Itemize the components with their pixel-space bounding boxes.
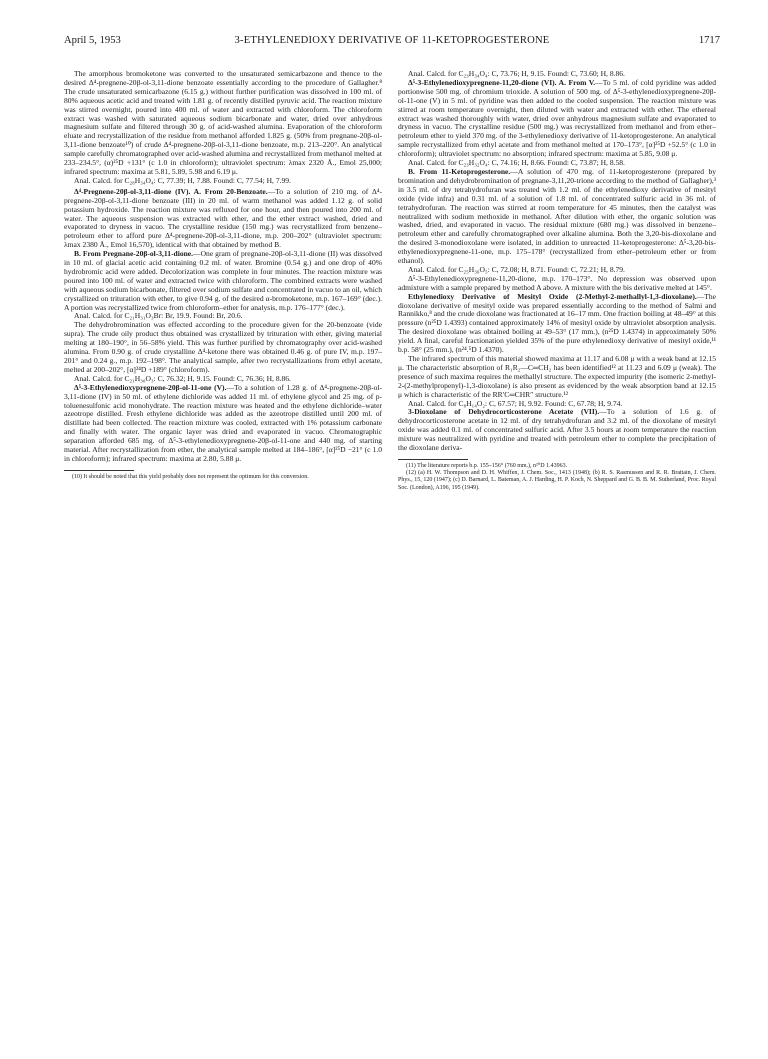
paragraph: The infrared spectrum of this material showed maxima at 11.17 and 6.08 μ with a weak band at 12.15 μ. The characteristic absorption of R₁R₂—C═CH₂ has been identified¹² at 11.23 and 6.09 μ (weak). The presence of such maxima requires the methallyl structure. The expected impurity (the isomeric 2-methyl-2-(2-methylpropenyl)-1,3-dioxolane) is also present as evidenced by the weak absorption band at 12.15 μ which is characteristic of the RR′C═CHR″ structure.¹² [398, 354, 716, 399]
paragraph: The dehydrobromination was effected according to the procedure given for the 20-benzoate (vide supra). The crude oily product thus obtained was crystallized by trituration with ether, giving material melting at 180–190°, in 56–58% yield. This was further purified by chromatography over acid-washed alumina. From 0.90 g. of crude crystalline Δ⁴-ketone there was obtained 0.46 g. of pure IV, m.p. 197–201° and 0.24 g., m.p. 192–198°. The analytical sample, after two recrystallizations from ethyl acetate, melted at 200–202°, [α]²⁴D +189° (chloroform). [64, 320, 382, 374]
section-paragraph [64, 384, 382, 464]
section-heading: 3-Dioxolane of Dehydrocorticosterone Acetate (VII). [408, 407, 600, 417]
header-title: 3-ETHYLENEDIOXY DERIVATIVE OF 11-KETOPROGESTERONE [234, 35, 550, 46]
section-text: —To a solution of 1.6 g. of dehydrocorticosterone acetate in 12 ml. of dry tetrahydrofuran and 3.2 ml. of the dioxolane of mesityl oxide was added 0.1 ml. of concentrated sulfuric acid. After 3.5 hours at room temperature the reaction mixture was neutralized with pyridine and treated with petroleum ether to complete the precipitation of the dioxolane deriva- [398, 407, 716, 453]
analysis-line: Anal. Calcd. for C₈H₁₄O₂: C, 67.57; H, 9.92. Found: C, 67.78; H, 9.74. [408, 398, 623, 408]
section-heading: B. From 11-Ketoprogesterone. [408, 166, 511, 176]
section-text: —One gram of pregnane-20β-ol-3,11-dione (II) was dissolved in 10 ml. of glacial acetic acid containing 0.2 ml. of water. Bromine (0.54 g.) and one drop of 40% hydrobromic acid were added. Decolorization was complete in four minutes. The reaction mixture was poured into 100 ml. of water and extracted twice with chloroform. The combined extracts were washed with aqueous sodium bicarbonate, filtered over sodium sulfate and concentrated in vacuo to an oil, which crystallized on trituration with ether, to give 0.94 g. of the desired α-bromoketone, m.p. 167–169° (dec.). A portion was recrystallized twice from chloroform–ether for analysis, m.p. 176–177° (dec.). [64, 249, 383, 312]
analysis-line: Anal. Calcd. for C₂₃H₃₄O₄: C, 73.76; H, 9.15. Found: C, 73.60; H, 8.86. [408, 69, 625, 78]
section-paragraph [398, 408, 716, 453]
section-paragraph [398, 293, 716, 355]
footnote-divider [64, 470, 134, 471]
analysis-line: Anal. Calcd. for C₂₅H₃₆O₅: C, 72.08; H, 8.71. Found: C, 72.21; H, 8.79. [408, 264, 625, 274]
section-heading: Δ⁵-3-Ethylenedioxypregnene-11,20-dione (VI). A. From V. [408, 77, 596, 87]
paragraph: The amorphous bromoketone was converted to the unsaturated semicarbazone and thence to the desired Δ⁴-pregnene-20β-ol-3,11-dione benzoate essentially according to the procedure of Gallagher.⁸ The crude unsaturated semicarbazone (6.15 g.) without further purification was dissolved in 100 ml. of 80% aqueous acetic acid and treated with 1.81 g. of recently distilled pyruvic acid. The reaction mixture was stirred overnight, poured into 400 ml. of water and extracted with chloroform. The chloroform extract was washed with saturated aqueous sodium bicarbonate and water, dried over anhydrous magnesium sulfate and filtered through 30 g. of acid-washed alumina. Evaporation of the chloroform eluate and recrystallization of the residue from methanol afforded 1.825 g. (50% from pregnane-20β-ol-3,11-dione benzoate¹⁰) of crude Δ⁴-pregnene-20β-ol-3,11-dione benzoate, m.p. 213–220°. An analytical sample carefully chromatographed over acid-washed alumina and recrystallized from methanol melted at 233–234.5°, (α)²⁵D +131° (c 1.0 in chloroform); ultraviolet spectrum: λmax 2320 Å., Emol 25,000; infrared spectrum: maxima at 5.81, 5.89, 5.98 and 6.19 μ. [64, 69, 382, 176]
section-heading: Δ⁵-3-Ethylenedioxypregnene-20β-ol-11-one (V). [74, 382, 227, 392]
section-text: —To 5 ml. of cold pyridine was added portionwise 500 mg. of chromium trioxide. A solution of 500 mg. of Δ⁵-3-ethylenedioxypregnene-20β-ol-11-one (V) in 5 ml. of pyridine was then added to the cooled suspension. The reaction mixture was stirred at room temperature overnight, then diluted with water and extracted with ether. The ethereal extract was washed thoroughly with water, dried over anhydrous magnesium sulfate and evaporated to dryness in vacuo. The crystalline residue (500 mg.) was recrystallized from methanol and from ether–petroleum ether to yield 370 mg. of the 3-ethylenedioxy derivative of 11-ketoprogesterone. An analytical sample recrystallized from ethyl acetate and from methanol melted at 170–173°, [α]²⁵D +52.5° (c 1.0 in chloroform); ultraviolet spectrum: no absorption; infrared spectrum: maxima at 5.85, 9.08 μ. [398, 77, 716, 159]
section-paragraph [398, 168, 716, 266]
analysis-line: Anal. Calcd. for C₂₁H₃₁O₃Br: Br, 19.9. Found: Br, 20.6. [74, 311, 243, 321]
footnote: (11) The literature reports b.p. 155–156° (760 mm.), n²⁰D 1.43963. [406, 462, 568, 469]
analysis-line: Anal. Calcd. for C₂₃H₃₂O₄: C, 74.16; H, 8.66. Found: C, 73.87; H, 8.58. [408, 158, 625, 168]
right-column [398, 70, 716, 492]
section-text: —To a solution of 210 mg. of Δ⁴-pregnene-20β-ol-3,11-dione benzoate (III) in 20 ml. of warm methanol was added 1.12 g. of solid potassium hydroxide. The reaction mixture was refluxed for one hour, and then poured into 200 ml. of water. The aqueous suspension was extracted with ether, and the ether extract washed, dried and evaporated to dryness in vacuo. The crystalline residue (150 mg.) was recrystallized from benzene–petroleum ether to afford pure Δ⁴-pregnene-20β-ol-3,11-dione, m.p. 200–202° (ultraviolet spectrum: λmax 2380 Å., Emol 16,570), identical with that obtained by method B. [64, 186, 382, 250]
section-heading: Δ⁴-Pregnene-20β-ol-3,11-dione (IV). A. From 20-Benzoate. [74, 186, 268, 196]
analysis-line: Anal. Calcd. for C₂₈H₃₄O₄: C, 77.39; H, 7.88. Found: C, 77.54; H, 7.99. [74, 175, 291, 185]
section-paragraph [64, 250, 382, 312]
section-text: —To a solution of 1.28 g. of Δ⁴-pregnene-20β-ol-3,11-dione (IV) in 50 ml. of ethylene dichloride was added 11 ml. of ethylene glycol and 25 mg. of p-toluenesulfonic acid monohydrate. The reaction mixture was heated and the ethylene dichloride–water azeotrope distilled. Fresh ethylene dichloride was added as the azeotrope distilled until 200 ml. of distillate had been collected. The reaction mixture was cooled, extracted with 1% potassium carbonate and finally with water. The organic layer was dried and evaporated in vacuo. Chromatographic separation afforded 685 mg. of Δ⁵-3-ethylenedioxypregnene-20β-ol-11-one and 440 mg. of starting material. After recrystallization from ether, the analytical sample melted at 184–186°, [α]²⁵D −21° (c 1.0 in chloroform); infrared spectrum: maxima at 2.80, 5.88 μ. [64, 382, 382, 463]
header-page-number: 1717 [698, 35, 720, 46]
section-paragraph [64, 188, 382, 250]
section-text: —The dioxolane derivative of mesityl oxide was prepared essentially according to the method of Salmi and Rannikko,⁸ and the crude dioxolane was fractionated at 16–17 mm. One fraction boiling at 48–49° at this pressure (n²⁵D 1.4393) contained approximately 14% of mesityl oxide by ultraviolet absorption analysis. The desired dioxolane was obtained boiling at 49–53° (17 mm.), (n²⁵D 1.4374) in approximately 50% yield. A final, careful fractionation yielded 35% of the pure ethylenedioxy derivative of mesityl oxide,¹¹ b.p. 58° (25 mm.), (n²⁴.⁵D 1.4370). [398, 291, 716, 355]
section-text: —A solution of 470 mg. of 11-ketoprogesterone (prepared by bromination and dehydrobromination of pregnane-3,11,20-trione according to the method of Gallagher),³ in 3.5 ml. of dry tetrahydrofuran was treated with 1.2 ml. of the ethylenedioxy derivative of mesityl oxide (vide infra) and 0.31 ml. of a solution of 1.8 ml. of concentrated sulfuric acid in 36 ml. of tetrahydrofuran. The reaction was stirred at room temperature for 45 minutes, then the catalyst was neutralized with sodium methoxide in methanol. After dilution with ether, the organic solution was washed, dried, and evaporated in vacuo. The residual mixture (680 mg.) was dissolved in benzene–petroleum ether and carefully chromatographed over alkaline alumina. Both the 3,20-bis-dioxolane and the desired 3-monodioxolane were isolated, in addition to unreacted 11-ketoprogesterone: Δ⁵-3,20-bis-ethylenedioxypregnene-11-one, m.p. 175–178° (recrystallized from ether–petroleum ether or from ethanol). [398, 166, 716, 266]
left-column [64, 70, 382, 481]
analysis-line: Anal. Calcd. for C₂₁H₃₀O₃: C, 76.32; H, 9.15. Found: C, 76.36; H, 8.86. [74, 373, 291, 383]
section-heading: Ethylenedioxy Derivative of Mesityl Oxide (2-Methyl-2-methallyl-1,3-dioxolane). [408, 291, 697, 301]
footnote-divider [398, 459, 468, 460]
footnote: (12) (a) H. W. Thompson and D. H. Whiffen, J. Chem. Soc., 1413 (1948); (b) R. S. Rasmussen and R. R. Brattain, J. Chem. Phys., 15, 120 (1947); (c) D. Barnard, L. Bateman, A. J. Harding, H. P. Koch, N. Sheppard and G. B. B. M. Sutherland, Proc. Royal Soc. (London), A196, 195 (1949). [398, 470, 716, 491]
paragraph: Δ⁵-3-Ethylenedioxypregnene-11,20-dione, m.p. 170–173°. No depression was observed upon admixture with a sample prepared by method A above. A mixture with the bis derivative melted at 145°. [398, 273, 716, 292]
header-date: April 5, 1953 [64, 35, 121, 46]
section-paragraph [398, 79, 716, 159]
page-header [64, 35, 720, 51]
section-heading: B. From Pregnane-20β-ol-3,11-dione. [74, 249, 194, 259]
footnote: (10) It should be noted that this yield probably does not represent the optimum for this conversion. [72, 473, 309, 480]
